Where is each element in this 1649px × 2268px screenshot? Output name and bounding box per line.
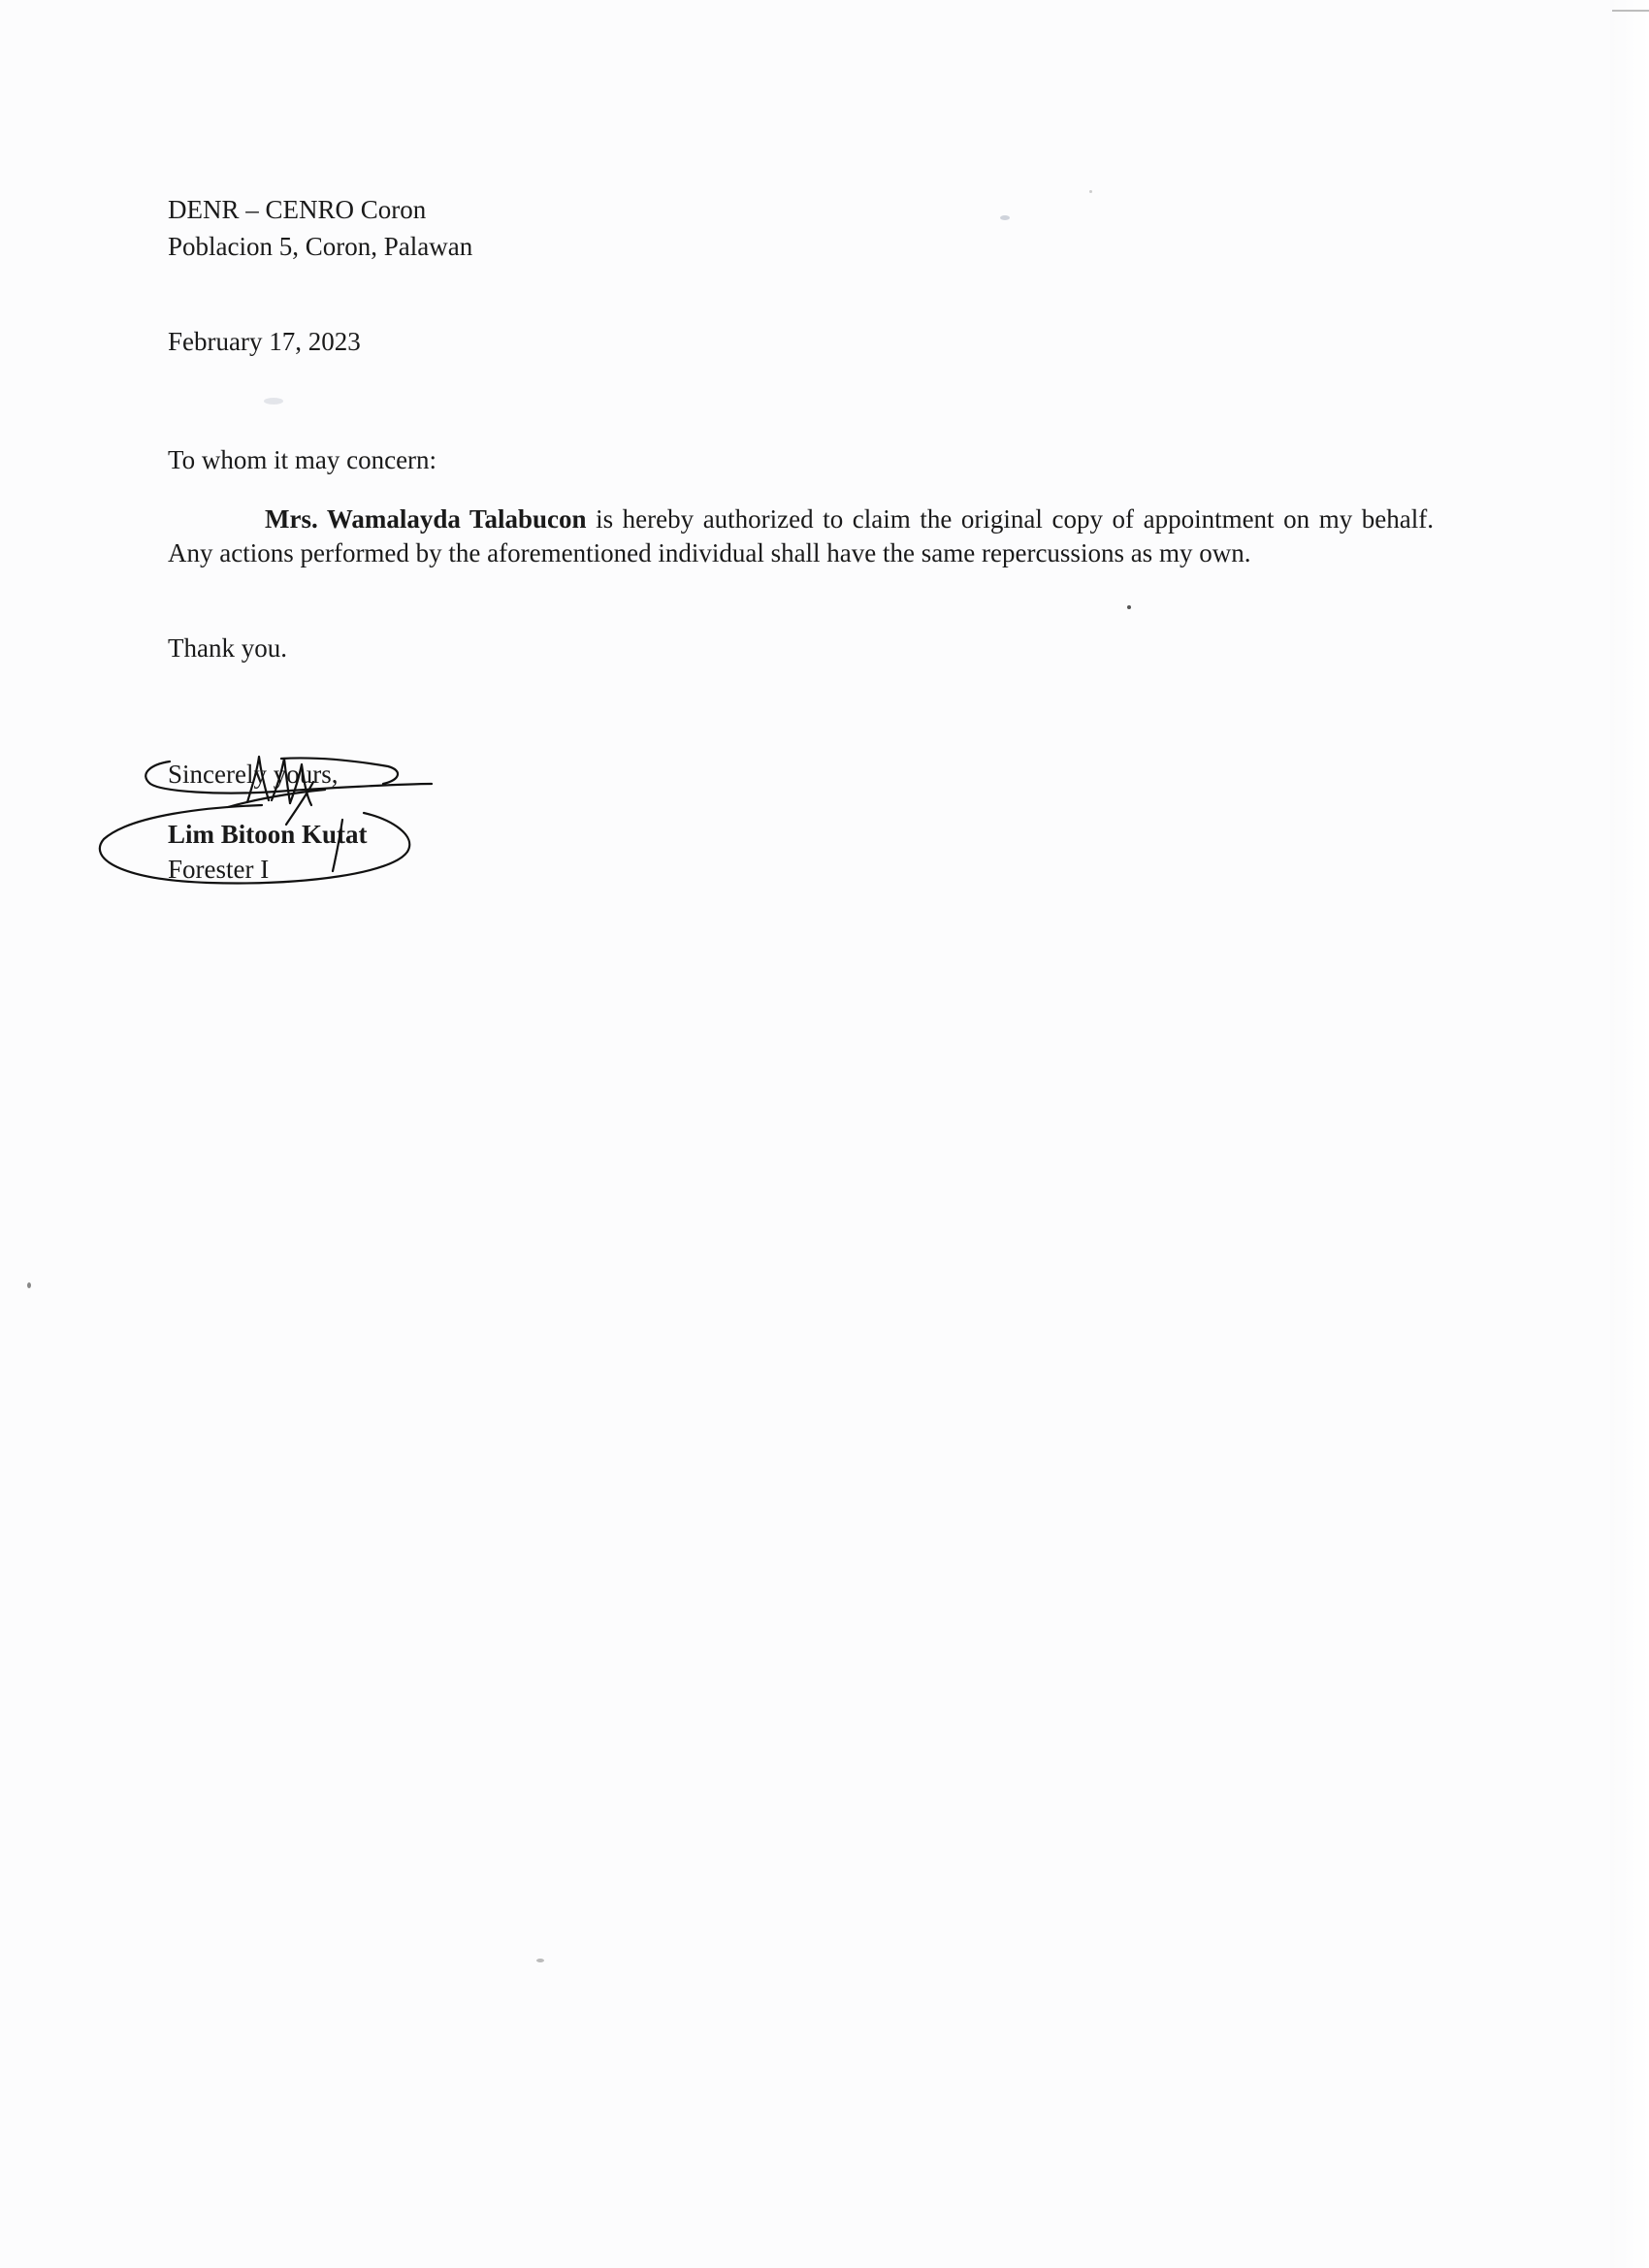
scan-speck xyxy=(1089,190,1092,193)
body-paragraph xyxy=(168,502,1434,570)
scan-speck xyxy=(536,1959,544,1962)
signer-name: Lim Bitoon Kutat xyxy=(168,820,368,849)
sender-address: Poblacion 5, Coron, Palawan xyxy=(168,232,473,261)
scan-speck xyxy=(264,398,283,405)
authorized-person: Mrs. Wamalayda Talabucon xyxy=(265,504,587,534)
scan-edge xyxy=(1610,0,1649,2268)
body-text: is hereby authorized to claim the original copy of appointment on my behalf. Any actions performed by the aforementioned individual shall have the same repercussions as my own. xyxy=(168,504,1435,567)
scan-edge-mark xyxy=(1612,10,1649,12)
handwritten-signature-icon xyxy=(92,747,441,931)
signer-title: Forester I xyxy=(168,855,270,884)
thanks-line: Thank you. xyxy=(168,633,287,663)
sender-office: DENR – CENRO Coron xyxy=(168,195,427,224)
scan-speck xyxy=(27,1282,31,1288)
scan-speck xyxy=(1000,215,1010,220)
scan-speck xyxy=(1127,605,1131,609)
letter-date: February 17, 2023 xyxy=(168,327,361,356)
salutation: To whom it may concern: xyxy=(168,445,437,474)
closing-line: Sincerely yours, xyxy=(168,760,339,789)
